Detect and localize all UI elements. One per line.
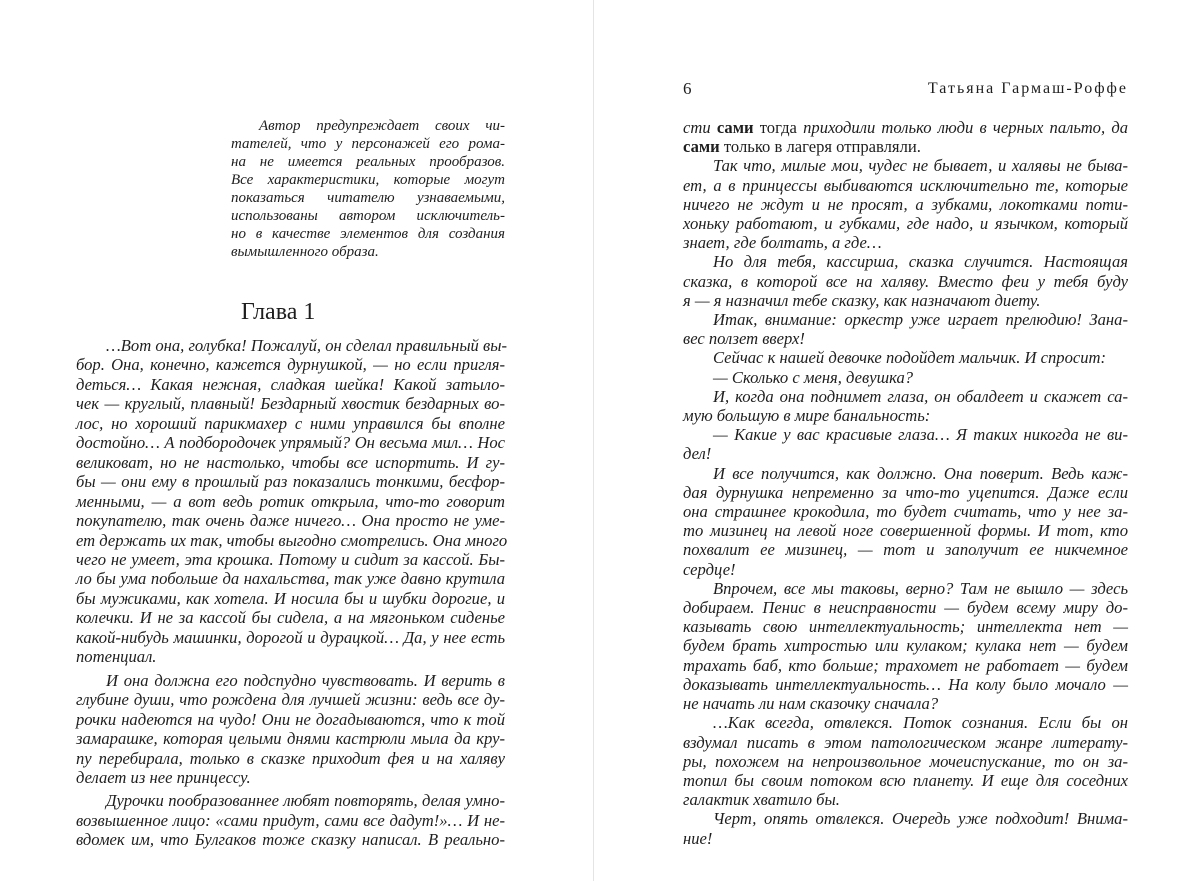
paragraph (683, 156, 1128, 252)
text-line: делает из нее принцессу. (76, 767, 251, 787)
text-line: вымышленного образа. (231, 244, 379, 260)
text-line: сказка, в которой все на халяву. Вместо феи у тебя буду (683, 271, 1128, 291)
text-line: на не имеется реальных прообразов. (231, 154, 505, 170)
text-line: покупателю, так очень даже ничего… Она просто не уме- (76, 511, 505, 531)
paragraph (683, 310, 1128, 348)
right-page-body-text (683, 118, 1128, 848)
text-line: потенциал. (76, 647, 157, 667)
paragraph (683, 713, 1128, 809)
paragraph (683, 425, 1128, 463)
text-line: Все характеристики, которые могут (231, 172, 505, 188)
text-line: не начать ли нам сказочку сначала? (683, 694, 939, 714)
text-line: я — я назначил тебе сказку, как назначают диету. (683, 290, 1041, 310)
text-line: деться… Какая нежная, сладкая шейка! Какой затыло- (76, 374, 505, 394)
text-line: дая дурнушка непременно за что-то уцепится. Даже если (683, 482, 1128, 502)
text-line: но в качестве элементов для создания (231, 226, 505, 242)
text-line: менными, — а вот ведь ротик открыла, что-то говорит (76, 491, 505, 511)
text-line: похвалит ее мизинец, — тот и заполучит ее никчемное (683, 540, 1128, 560)
text-line (683, 137, 1128, 156)
text-line: бор. Она, конечно, кажется дурнушкой, — но если пригля- (76, 355, 505, 375)
paragraph (683, 579, 1128, 713)
text-line: вздумал писать в этом патологическом жанре литерату- (683, 732, 1128, 752)
text-line: — Какие у вас красивые глаза… Я таких никогда не ви- (713, 425, 1128, 445)
text-line: …Вот она, голубка! Пожалуй, он сделал правильный вы- (106, 336, 507, 355)
paragraph (683, 368, 1128, 387)
text-line: глубине души, что рождена для лучшей жизни: ведь все ду- (76, 690, 505, 710)
text-line: мую большую в мире банальность: (683, 406, 931, 426)
text-line: чек — круглый, плавный! Бездарный хвостик бездарных во- (76, 394, 505, 414)
paragraph (76, 671, 505, 788)
text-line: великоват, но не настолько, чтобы все испортить. И гу- (76, 452, 505, 472)
text-line: казывать свою интеллектуальность; интеллекта нет — (683, 617, 1128, 637)
text-line: лос, но хороший парикмахер с ними управился бы вполне (76, 413, 505, 433)
text-line: Автор предупреждает своих чи- (259, 118, 505, 134)
text-segment: тогда (753, 118, 804, 137)
text-line: вдомек им, что Булгаков тоже сказку написал. В реально- (76, 830, 505, 850)
text-line: добираем. Пенис в неисправности — будем всему миру до- (683, 598, 1128, 618)
text-line: рочки надеются на чудо! Они не догадываются, что к той (76, 709, 505, 729)
text-line: замарашке, которая целыми днями кастрюли мыла да кру- (76, 729, 505, 749)
text-line: вес ползет вверх! (683, 329, 805, 349)
text-line: И, когда она поднимет глаза, он обалдеет и скажет са- (713, 386, 1128, 406)
text-line: Дурочки пообразованнее любят повторять, делая умно- (106, 791, 505, 811)
text-line: знает, где болтать, а где… (683, 233, 882, 253)
text-line: ет держать их так, чтобы выгодно смотрелись. Она много (76, 530, 508, 550)
text-line: Впрочем, все мы таковы, верно? Там не вышло — здесь (713, 578, 1128, 598)
text-segment: только в лагеря отправляли. (719, 137, 921, 157)
chapter-title: Глава 1 (241, 299, 316, 325)
paragraph (683, 252, 1128, 310)
paragraph (683, 387, 1128, 425)
text-line: галактик хватило бы. (683, 790, 840, 810)
paragraph (683, 809, 1128, 847)
text-line: ры, похожем на непроизвольное мочеиспускание, то он за- (683, 751, 1128, 771)
page-number: 6 (683, 79, 692, 98)
page-gutter-divider (593, 0, 594, 881)
paragraph (76, 791, 505, 849)
text-line: дел! (683, 444, 712, 464)
text-line: сердце! (683, 559, 736, 579)
paragraph (683, 118, 1128, 156)
text-line: возвышенное лицо: «сами придут, сами все дадут!»… И не- (76, 810, 505, 830)
bold-text-segment: сами (716, 118, 754, 137)
text-line: достойно… А подбородочек упрямый? Он весьма мил… Нос (76, 433, 505, 453)
text-line: чего не умеет, эта крошка. Потому и сидит за кассой. Бы- (76, 549, 505, 569)
left-page-body-text (76, 336, 508, 850)
text-line: бы — они ему в прошлый раз показались тонкими, бесфор- (76, 472, 505, 492)
text-line: колечки. И не за кассой бы сидела, а на мягоньком сиденье (76, 608, 505, 628)
text-line: какой-нибудь машинки, дорогой и дурацкой… Да, у нее есть (76, 627, 505, 647)
text-line: Так что, милые мои, чудес не бывает, и халявы не быва- (713, 156, 1128, 176)
text-line: трахать баб, кто больше; трахомет не работает — будем (683, 655, 1128, 675)
text-line: топил бы своим потоком всю планету. И еще для соседних (683, 770, 1128, 790)
text-line: бы мужиками, как хотела. И носила бы и шубки дорогие, и (76, 588, 505, 608)
text-line: она страшнее крокодила, то будет считать, что у нее за- (683, 502, 1128, 522)
text-line: ничего не ждут и не просят, а зубками, локотками поти- (683, 194, 1128, 214)
text-line (683, 118, 1128, 137)
text-line: показаться читателю узнаваемыми, (231, 190, 505, 206)
text-line: И она должна его подспудно чувствовать. И верить в (106, 670, 505, 690)
text-line: пу перебирала, только в сказке приходит фея и на халяву (76, 748, 505, 768)
text-segment: приходили только люди в черных пальто, да (803, 118, 1129, 137)
running-head-author: Татьяна Гармаш-Роффе (927, 80, 1128, 97)
paragraph (683, 464, 1128, 579)
text-line: — Сколько с меня, девушка? (713, 367, 914, 387)
epigraph (231, 117, 505, 261)
text-line: Итак, внимание: оркестр уже играет прелюдию! Зана- (713, 310, 1128, 330)
text-line: …Как всегда, отвлекся. Поток сознания. Если бы он (713, 713, 1128, 733)
text-line: использованы автором исключитель- (231, 208, 505, 224)
paragraph (683, 348, 1128, 367)
text-line: хоньку работают, и губками, где надо, и язычком, который (683, 214, 1128, 234)
text-line: будем брать хитростью или кулаком; кулака нет — будем (683, 636, 1128, 656)
bold-text-segment: сами (683, 137, 720, 157)
paragraph (76, 336, 508, 667)
paragraph (231, 117, 505, 261)
text-line: тателей, что у персонажей его рома- (231, 136, 505, 152)
text-line: доказывать интеллектуальность… На колу было мочало — (683, 674, 1128, 694)
text-line: то мизинец на левой ноге совершенной формы. И тот, кто (683, 521, 1128, 541)
text-line: Сейчас к нашей девочке подойдет мальчик. И спросит: (713, 348, 1107, 368)
text-line: ние! (683, 828, 713, 848)
text-line: Но для тебя, кассирша, сказка случится. Настоящая (713, 252, 1128, 272)
text-line: Черт, опять отвлекся. Очередь уже подходит! Внима- (713, 809, 1128, 829)
text-line: ло бы ума побольше да нахальства, так уже давно крутила (76, 569, 505, 589)
text-segment: сти (683, 118, 717, 137)
text-line: И все получится, как должно. Она поверит. Ведь каж- (713, 463, 1128, 483)
text-line: ет, а в принцессы выбиваются исключительно те, которые (683, 175, 1128, 195)
